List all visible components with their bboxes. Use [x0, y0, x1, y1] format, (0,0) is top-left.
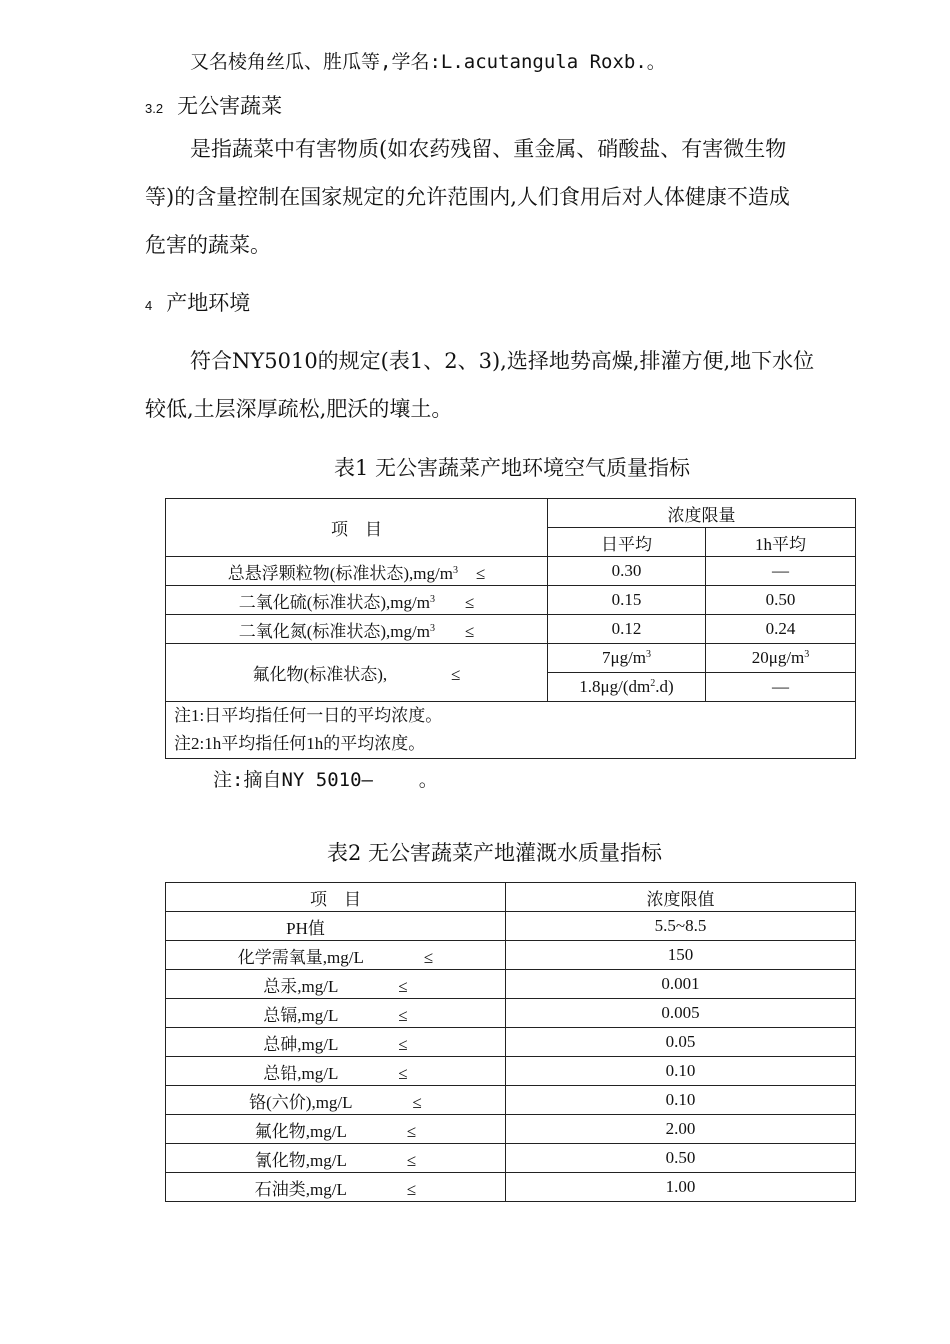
row-value: 0.10 [506, 1057, 856, 1086]
row-hourly: — [706, 557, 856, 586]
row-value: 0.10 [506, 1086, 856, 1115]
section-title: 产地环境 [166, 291, 251, 315]
air-quality-table [165, 498, 856, 759]
table1-caption: 表1 无公害蔬菜产地环境空气质量指标 [334, 456, 691, 480]
table-row [166, 912, 856, 941]
section-number: 3.2 [145, 101, 164, 116]
row-name: 二氧化氮(标准状态)$,mg/m^3$ ≤ [166, 615, 548, 644]
definition-line-2: 等)的含量控制在国家规定的允许范围内,人们食用后对人体健康不造成 [145, 185, 790, 209]
section-4-heading [145, 289, 250, 320]
definition-line-1: 是指蔬菜中有害物质(如农药残留、重金属、硝酸盐、有害微生物 [190, 137, 787, 161]
row-name: 总汞,mg/L ≤ [166, 970, 506, 999]
table-notes [166, 702, 856, 759]
section-number: 4 [145, 298, 153, 313]
table-row [166, 1028, 856, 1057]
table-row [166, 970, 856, 999]
row-name: 石油类,mg/L ≤ [166, 1173, 506, 1202]
row-name: 铬(六价),mg/L ≤ [166, 1086, 506, 1115]
table-row [166, 557, 856, 586]
row-name: 二氧化硫(标准状态)$,mg/m^3$ ≤ [166, 586, 548, 615]
row-name: 总镉,mg/L ≤ [166, 999, 506, 1028]
header-hourly: 1h平均 [706, 528, 856, 557]
row-name: 总砷,mg/L ≤ [166, 1028, 506, 1057]
row-daily: $1.8\mu g/(dm^2.d)$ [548, 673, 706, 702]
note-2: 注2:1h平均指任何1h的平均浓度。 [174, 734, 426, 753]
header-limit: 浓度限量 [548, 499, 856, 528]
header-item: 项 目 [166, 499, 548, 557]
environment-line-1: 符合NY5010的规定(表1、2、3),选择地势高燥,排灌方便,地下水位 [190, 349, 815, 373]
table-row [166, 644, 856, 673]
section-3-2-heading [145, 92, 282, 123]
table-row [166, 586, 856, 615]
header-limit: 浓度限值 [506, 883, 856, 912]
row-hourly: 0.50 [706, 586, 856, 615]
row-name: 氟化物(标准状态), ≤ [166, 644, 548, 702]
row-hourly: $20\mu g/m^3$ [706, 644, 856, 673]
header-item: 项 目 [166, 883, 506, 912]
table-row [166, 615, 856, 644]
row-value: 0.05 [506, 1028, 856, 1057]
row-value: 0.001 [506, 970, 856, 999]
definition-line-3: 危害的蔬菜。 [145, 233, 271, 257]
alias-line: 又名棱角丝瓜、胜瓜等,学名:L.acutangula Roxb.。 [190, 51, 666, 73]
row-value: 5.5~8.5 [506, 912, 856, 941]
section-title: 无公害蔬菜 [177, 94, 283, 118]
row-name: PH值 [166, 912, 506, 941]
environment-line-2: 较低,土层深厚疏松,肥沃的壤土。 [145, 397, 453, 421]
row-name: 氟化物,mg/L ≤ [166, 1115, 506, 1144]
note-1: 注1:日平均指任何一日的平均浓度。 [174, 706, 443, 725]
table-row [166, 941, 856, 970]
row-name: 化学需氧量,mg/L ≤ [166, 941, 506, 970]
row-daily: 0.15 [548, 586, 706, 615]
row-value: 0.50 [506, 1144, 856, 1173]
table-row [166, 1086, 856, 1115]
table-row [166, 1057, 856, 1086]
table-row [166, 1144, 856, 1173]
table-row [166, 1115, 856, 1144]
table-row [166, 1173, 856, 1202]
row-name: 总铅,mg/L ≤ [166, 1057, 506, 1086]
row-daily: 0.30 [548, 557, 706, 586]
source-note: 注:摘自NY 5010— 。 [213, 769, 438, 791]
row-name: 氰化物,mg/L ≤ [166, 1144, 506, 1173]
row-value: 1.00 [506, 1173, 856, 1202]
row-value: 2.00 [506, 1115, 856, 1144]
row-name: 总悬浮颗粒物(标准状态)$,mg/m^3$ ≤ [166, 557, 548, 586]
row-daily: 0.12 [548, 615, 706, 644]
row-value: 150 [506, 941, 856, 970]
row-hourly: — [706, 673, 856, 702]
header-daily: 日平均 [548, 528, 706, 557]
row-hourly: 0.24 [706, 615, 856, 644]
row-daily: $7\mu g/m^3$ [548, 644, 706, 673]
irrigation-water-table [165, 882, 856, 1202]
table2-caption: 表2 无公害蔬菜产地灌溉水质量指标 [327, 841, 663, 865]
table-row [166, 999, 856, 1028]
row-value: 0.005 [506, 999, 856, 1028]
